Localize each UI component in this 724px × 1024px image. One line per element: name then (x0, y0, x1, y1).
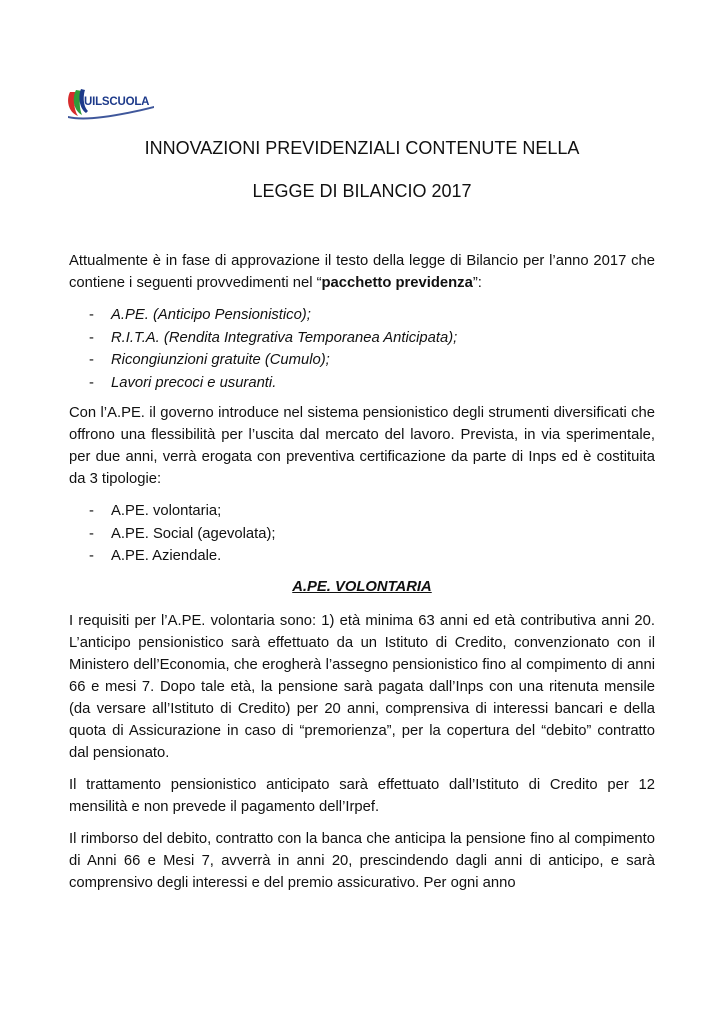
dash-bullet: - (89, 307, 94, 323)
page-title-line-2: LEGGE DI BILANCIO 2017 (252, 181, 472, 201)
intro-paragraph (69, 250, 655, 294)
list-item (69, 304, 655, 327)
requirements-paragraph: I requisiti per l’A.PE. volontaria sono: 1) età minima 63 anni ed età contributiva anni 20. L’anticipo pensionistico sarà effettuato da un Istituto di Credito, convenzionato con il Ministero dell’Economia, che erogherà l’assegno pensionistico fino al compimento di anni 66 e mesi 7. Dopo tale età, la pensione sarà pagata dall’Inps con una ritenuta mensile (da versare all’Istituto di Credito) per 20 anni, comprensiva di interessi bancari e della quota di Assicurazione in caso di “premorienza”, per la copertura del “debito” contratto dal pensionato. (69, 612, 655, 761)
intro-text: Attualmente è in fase di approvazione il testo della legge di Bilancio per l’anno 2017 che contiene i seguenti provvedimenti nel “ (69, 253, 655, 291)
dash-bullet: - (89, 525, 94, 542)
dash-bullet: - (89, 503, 94, 519)
intro-text-end: ”: (472, 275, 482, 291)
list-item (69, 372, 655, 395)
dash-bullet: - (89, 374, 94, 391)
list-item-text: A.PE. (Anticipo Pensionistico); (111, 307, 311, 323)
dash-bullet: - (89, 352, 94, 368)
list-item (69, 545, 655, 568)
list-item-text: A.PE. Aziendale. (111, 548, 222, 564)
dash-bullet: - (89, 329, 94, 346)
list-item (69, 500, 655, 523)
list-item-text: A.PE. Social (agevolata); (111, 525, 276, 542)
list-item-text: R.I.T.A. (Rendita Integrativa Temporanea Anticipata); (111, 329, 458, 346)
list-item (69, 523, 655, 546)
list-item-text: Lavori precoci e usuranti. (111, 374, 277, 391)
list-item-text: Ricongiunzioni gratuite (Cumulo); (111, 352, 330, 368)
repayment-paragraph: Il rimborso del debito, contratto con la banca che anticipa la pensione fino al compimento di Anni 66 e Mesi 7, avverrà in anni 20, prescindendo dagli anni di anticipo, e sarà comprensivo degli interessi e del premio assicurativo. Per ogni anno (69, 830, 655, 891)
ape-intro-paragraph: Con l’A.PE. il governo introduce nel sistema pensionistico degli strumenti diversificati che offrono una flessibilità per l’uscita dal mercato del lavoro. Prevista, in via sperimentale, per due anni, verrà erogata con preventiva certificazione da parte di Inps ed è costituita da 3 tipologie: (69, 405, 655, 487)
page-title-line-1: INNOVAZIONI PREVIDENZIALI CONTENUTE NELLA (144, 138, 580, 158)
dash-bullet: - (89, 548, 94, 564)
ape-types-list (69, 500, 655, 568)
intro-bold-term: pacchetto previdenza (321, 275, 473, 291)
document-body (69, 250, 655, 904)
treatment-paragraph: Il trattamento pensionistico anticipato sarà effettuato dall’Istituto di Credito per 12 mensilità e non prevede il pagamento dell’Irpef. (69, 776, 655, 815)
measures-list (69, 304, 655, 394)
logo-text: UILSCUOLA (84, 96, 150, 108)
list-item-text: A.PE. volontaria; (111, 503, 222, 519)
list-item (69, 327, 655, 350)
list-item (69, 349, 655, 372)
uilscuola-logo (64, 86, 158, 120)
section-heading: A.PE. VOLONTARIA (292, 578, 432, 595)
